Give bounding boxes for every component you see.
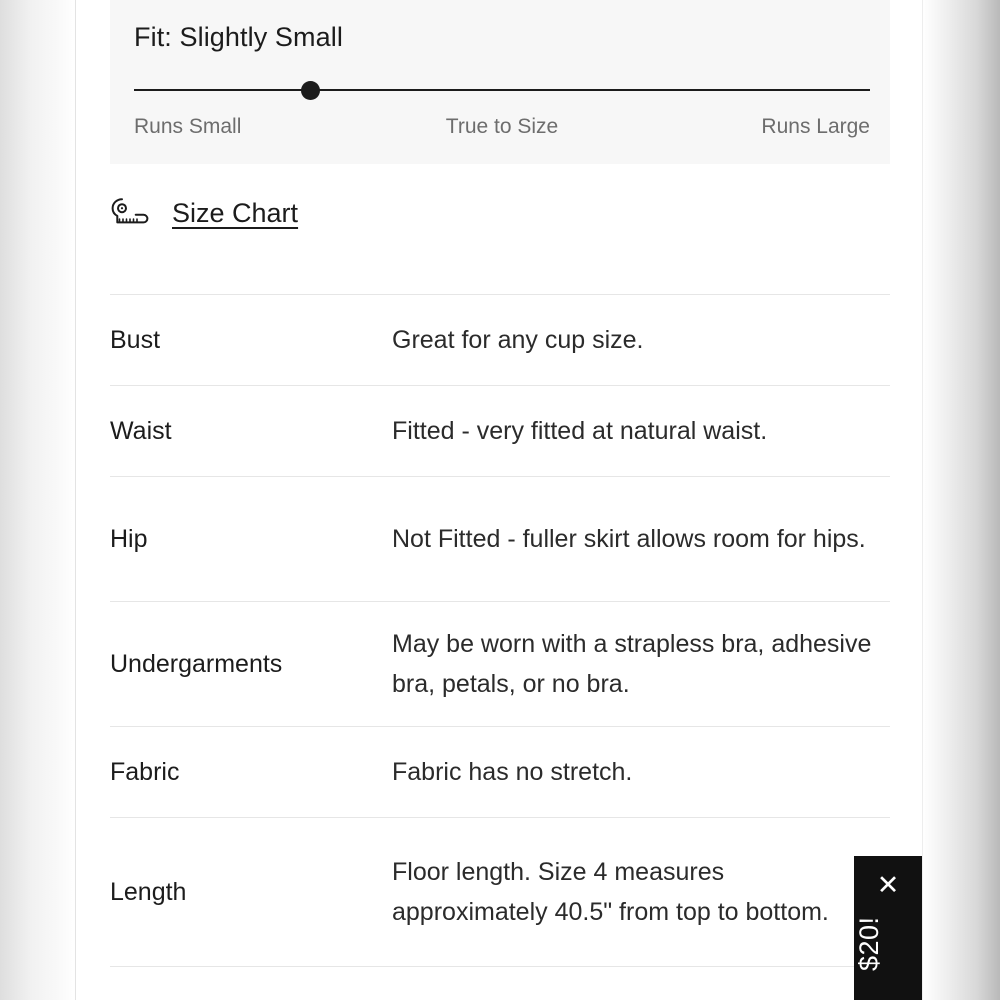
size-chart-row[interactable] (110, 196, 298, 230)
fit-slider-label-right: Runs Large (761, 115, 870, 138)
table-row (110, 476, 890, 601)
page-left-edge (0, 0, 76, 1000)
spec-value: May be worn with a strapless bra, adhesive bra, petals, or no bra. (392, 629, 872, 698)
spec-label: Fabric (110, 757, 180, 786)
table-row (110, 294, 890, 385)
fit-panel (110, 0, 890, 164)
spec-value: Fitted - very fitted at natural waist. (392, 416, 768, 445)
close-icon[interactable]: ✕ (876, 870, 900, 900)
measuring-tape-icon (110, 196, 150, 230)
fit-spec-table (110, 294, 890, 967)
spec-label: Waist (110, 416, 172, 445)
fit-slider-thumb[interactable] (301, 81, 320, 100)
table-row (110, 385, 890, 476)
spec-label: Length (110, 877, 187, 906)
product-details-content (76, 0, 922, 1000)
promo-badge-label: $20! (854, 916, 884, 972)
table-row (110, 817, 890, 967)
spec-label: Undergarments (110, 649, 283, 678)
page-right-border (922, 0, 923, 1000)
page-right-edge (922, 0, 1000, 1000)
table-row (110, 601, 890, 726)
size-chart-link[interactable]: Size Chart (172, 197, 299, 228)
fit-slider-label-middle: True to Size (445, 115, 559, 138)
spec-value: Great for any cup size. (392, 325, 644, 354)
fit-slider-label-left: Runs Small (134, 115, 242, 138)
fit-slider-labels (134, 115, 870, 143)
promo-badge[interactable] (854, 856, 922, 1000)
spec-value: Fabric has no stretch. (392, 757, 633, 786)
table-row (110, 726, 890, 817)
fit-title: Fit: Slightly Small (134, 22, 343, 52)
fit-slider[interactable] (134, 79, 866, 101)
spec-value: Floor length. Size 4 measures approximately 40.5" from top to bottom. (392, 857, 829, 926)
spec-label: Bust (110, 325, 161, 354)
fit-slider-track (134, 89, 870, 91)
spec-value: Not Fitted - fuller skirt allows room for hips. (392, 524, 866, 553)
spec-label: Hip (110, 524, 148, 553)
